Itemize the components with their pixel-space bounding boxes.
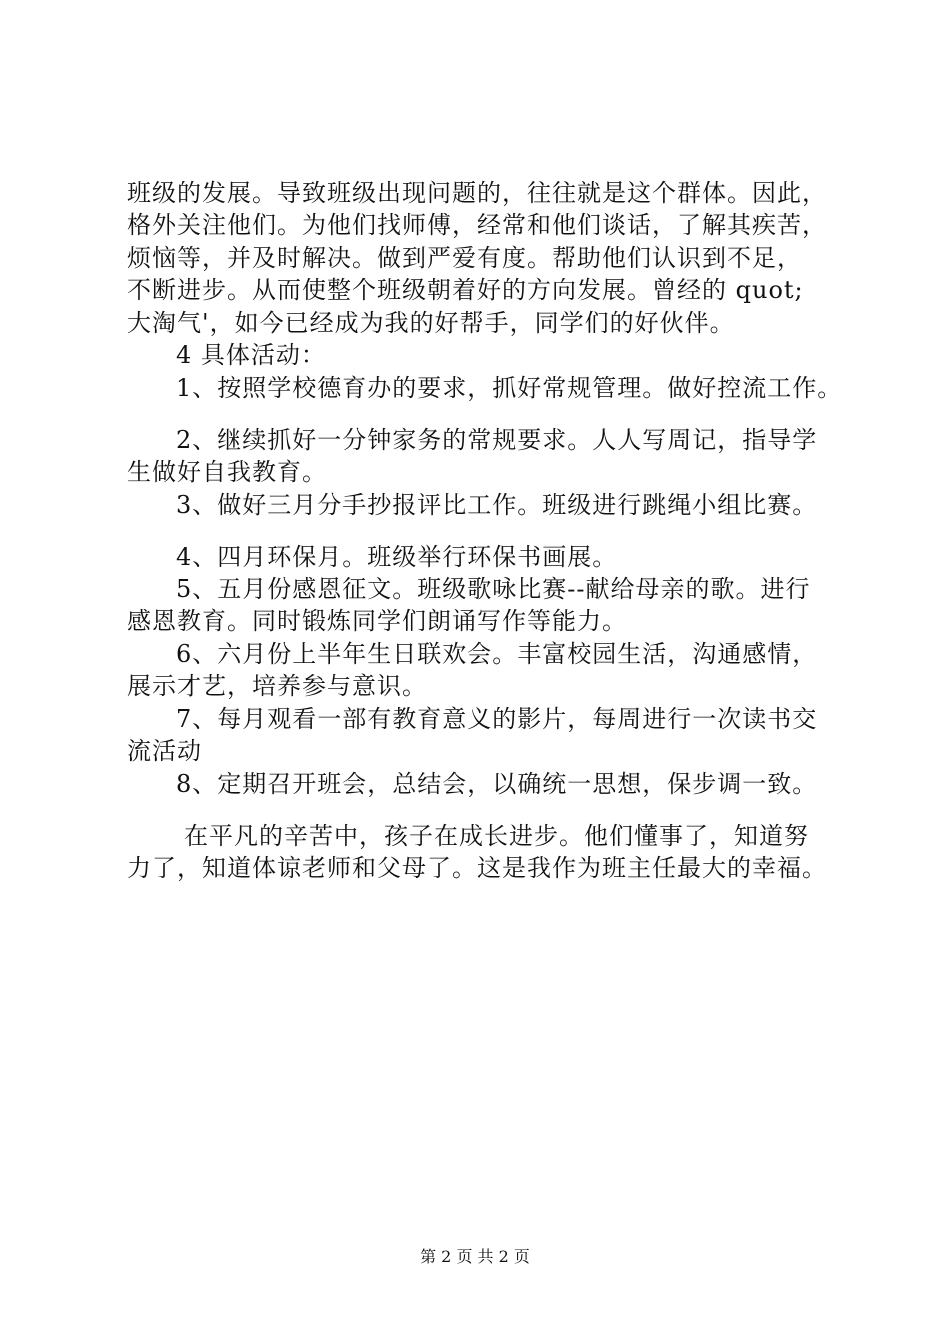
section-heading: 4 具体活动： bbox=[176, 341, 326, 369]
list-item: 4、四月环保月。班级举行环保书画展。 bbox=[176, 543, 618, 571]
text-line: 大淘气'，如今已经成为我的好帮手，同学们的好伙伴。 bbox=[127, 309, 735, 337]
list-item: 3、做好三月分手抄报评比工作。班级进行跳绳小组比赛。 bbox=[176, 491, 818, 519]
list-item: 6、六月份上半年生日联欢会。丰富校园生活，沟通感情， bbox=[176, 640, 818, 668]
closing-paragraph-line: 在平凡的辛苦中，孩子在成长进步。他们懂事了，知道努 bbox=[184, 822, 809, 850]
text-line: 班级的发展。导致班级出现问题的，往往就是这个群体。因此， bbox=[127, 179, 827, 207]
list-item-continuation: 感恩教育。同时锻炼同学们朗诵写作等能力。 bbox=[127, 607, 627, 635]
list-item: 5、五月份感恩征文。班级歌咏比赛--献给母亲的歌。进行 bbox=[176, 575, 811, 603]
text-line: 烦恼等，并及时解决。做到严爱有度。帮助他们认识到不足， bbox=[127, 244, 802, 272]
list-item-continuation: 展示才艺，培养参与意识。 bbox=[127, 672, 427, 700]
page-number-footer: 第 2 页 共 2 页 bbox=[420, 1247, 530, 1266]
text-line: 不断进步。从而使整个班级朝着好的方向发展。曾经的 quot; bbox=[127, 276, 804, 304]
text-line: 格外关注他们。为他们找师傅，经常和他们谈话，了解其疾苦， bbox=[127, 211, 827, 239]
list-item-continuation: 生做好自我教育。 bbox=[127, 458, 327, 486]
list-item: 7、每月观看一部有教育意义的影片，每周进行一次读书交 bbox=[176, 705, 818, 733]
list-item: 1、按照学校德育办的要求，抓好常规管理。做好控流工作。 bbox=[176, 374, 843, 402]
list-item: 8、定期召开班会，总结会，以确统一思想，保步调一致。 bbox=[176, 770, 818, 798]
list-item: 2、继续抓好一分钟家务的常规要求。人人写周记，指导学 bbox=[176, 426, 818, 454]
closing-paragraph-line: 力了，知道体谅老师和父母了。这是我作为班主任最大的幸福。 bbox=[127, 854, 827, 882]
list-item-continuation: 流活动 bbox=[127, 737, 202, 765]
